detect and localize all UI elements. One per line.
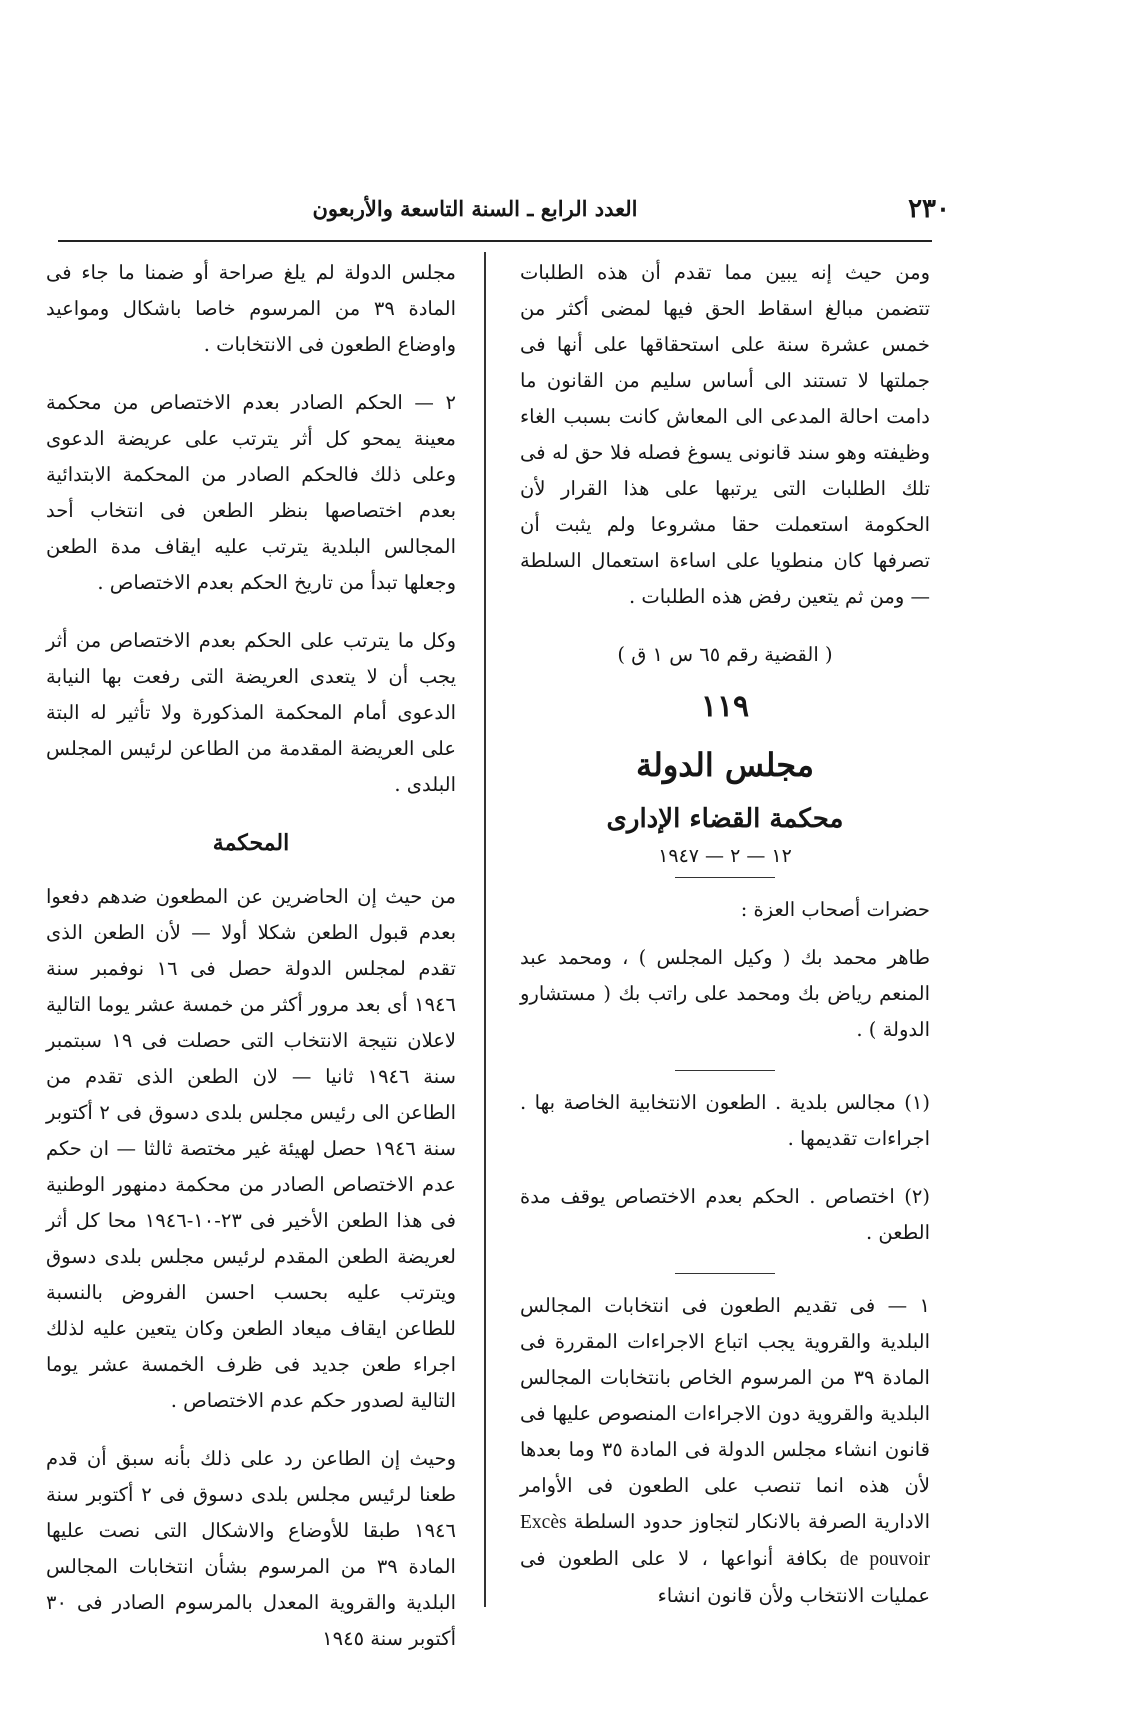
keyword-2: (٢) اختصاص . الحكم بعدم الاختصاص يوقف مدة الطعن .	[520, 1185, 930, 1244]
paragraph-rejection: ومن حيث إنه يبين مما تقدم أن هذه الطلبات تتضمن مبالغ اسقاط الحق فيها لمضى أكثر من خمس عشرة سنة على استحقاقها على أنها فى جملتها لا تستند الى أساس سليم من القانون ما دامت احالة المدعى الى المعاش كانت بسبب الغاء وظيفته وهو سند قانونى يسوغ فصله فلا حق له فى تلك الطلبات التى يرتبها على هذا القرار لأن الحكومة استعملت حقا مشروعا ولم يثبت أن تصرفها كان منطويا على اساءة استعمال السلطة — ومن ثم يتعين رفض هذه الطلبات .	[520, 261, 930, 608]
paragraph-response: وحيث إن الطاعن رد على ذلك بأنه سبق أن قدم طعنا لرئيس مجلس بلدى دسوق فى ٢ أكتوبر سنة ١٩٤٦ طبقا للأوضاع والاشكال التى نصت عليها المادة ٣٩ من المرسوم بشأن انتخابات المجالس البلدية والقروية المعدل بالمرسوم الصادر فى ٣٠ أكتوبر سنة ١٩٤٥	[46, 1447, 456, 1650]
council-title: مجلس الدولة	[635, 746, 815, 784]
right-column	[520, 255, 930, 1636]
paragraph-continuation: مجلس الدولة لم يلغ صراحة أو ضمنا ما جاء فى المادة ٣٩ من المرسوم خاصا باشكال ومواعيد واوضاع الطعون فى الانتخابات .	[46, 261, 456, 356]
left-column	[46, 255, 456, 1679]
attendees-names: طاهر محمد بك ( وكيل المجلس ) ، ومحمد عبد المنعم رياض بك ومحمد على راتب بك ( مستشارو الدولة ) .	[520, 946, 930, 1041]
issue-title: العدد الرابع ـ السنة التاسعة والأربعون	[312, 196, 638, 221]
principle-1-start: ١ — فى تقديم الطعون فى انتخابات المجالس البلدية والقروية يجب اتباع الاجراءات المقررة فى المادة ٣٩ من المرسوم الخاص بانتخابات المجالس البلدية والقروية دون الاجراءات المنصوص عليها فى قانون انشاء مجلس الدولة فى المادة ٣٥ وما بعدها لأن هذه انما تنصب على الطعون فى الأوامر الادارية الصرفة بالانكار لتجاوز حدود السلطة	[520, 1294, 930, 1533]
principle-1	[520, 1288, 930, 1614]
paragraph-effect: وكل ما يترتب على الحكم بعدم الاختصاص من أثر يجب أن لا يتعدى العريضة التى رفعت بها النيابة الدعوى أمام المحكمة المذكورة ولا تأثير له البتة على العريضة المقدمة من الطاعن لرئيس المجلس البلدى .	[46, 629, 456, 796]
case-number: ١١٩	[700, 689, 750, 724]
rule-after-keywords	[675, 1273, 775, 1274]
case-reference: ( القضية رقم ٦٥ س ١ ق )	[617, 643, 833, 666]
latin-term: Excès de pouvoir	[520, 1512, 930, 1570]
court-title: محكمة القضاء الإدارى	[606, 804, 844, 834]
keyword-1: (١) مجالس بلدية . الطعون الانتخابية الخاصة بها . اجراءات تقديمها .	[520, 1091, 930, 1150]
attendees-intro: حضرات أصحاب العزة :	[740, 898, 930, 921]
decision-date: ١٢ — ٢ — ١٩٤٧	[658, 845, 792, 867]
column-divider	[484, 252, 486, 1607]
principle-1-end: بكافة أنواعها ، لا على الطعون فى عمليات الانتخاب ولأن قانون انشاء	[520, 1547, 930, 1607]
rule-after-attendees	[675, 1070, 775, 1071]
section-title: المحكمة	[212, 830, 290, 856]
header-rule	[58, 240, 932, 242]
page-number: ٢٣٠	[908, 194, 950, 224]
principle-2: ٢ — الحكم الصادر بعدم الاختصاص من محكمة معينة يمحو كل أثر يترتب على عريضة الدعوى وعلى ذلك فالحكم الصادر من المحكمة الابتدائية بعدم اختصاصها بنظر الطعن فى انتخاب أحد المجالس البلدية يترتب عليه ايقاف مدة الطعن وجعلها تبدأ من تاريخ الحكم بعدم الاختصاص .	[46, 391, 456, 594]
rule-after-date	[675, 877, 775, 878]
paragraph-objections: من حيث إن الحاضرين عن المطعون ضدهم دفعوا بعدم قبول الطعن شكلا أولا — لأن الطعن الذى تقدم لمجلس الدولة حصل فى ١٦ نوفمبر سنة ١٩٤٦ أى بعد مرور أكثر من خمسة عشر يوما التالية لاعلان نتيجة الانتخاب التى حصلت فى ١٩ سبتمبر سنة ١٩٤٦ ثانيا — لان الطعن الذى تقدم من الطاعن الى رئيس مجلس بلدى دسوق فى ٢ أكتوبر سنة ١٩٤٦ حصل لهيئة غير مختصة ثالثا — ان حكم عدم الاختصاص الصادر من محكمة دمنهور الوطنية فى هذا الطعن الأخير فى ٢٣-١٠-١٩٤٦ محا كل أثر لعريضة الطعن المقدم لرئيس مجلس بلدى دسوق ويترتب عليه بحسب احسن الفروض بالنسبة للطاعن ايقاف ميعاد الطعن وكان يتعين عليه لذلك اجراء طعن جديد فى ظرف الخمسة عشر يوما التالية لصدور حكم عدم الاختصاص .	[46, 885, 456, 1412]
